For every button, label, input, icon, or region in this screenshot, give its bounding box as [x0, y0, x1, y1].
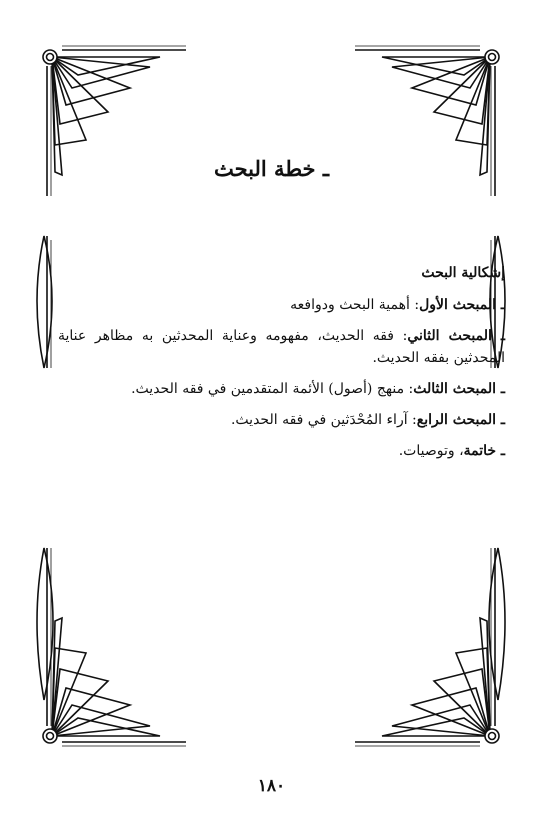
- list-item: [58, 409, 505, 431]
- item-label: ـ المبحث الرابع: [416, 412, 505, 428]
- list-item: [58, 440, 505, 462]
- item-text: : فقه الحديث، مفهومه وعناية المحدثين به مظاهر عناية المحدثين بفقه الحديث.: [58, 328, 505, 366]
- list-item: [58, 378, 505, 400]
- item-label: ـ خاتمة: [463, 443, 505, 459]
- item-text: ، وتوصيات.: [398, 443, 464, 459]
- item-label: ـ المبحث الأول: [419, 297, 505, 313]
- page-title: ـ خطة البحث: [214, 156, 329, 181]
- item-text: : أهمية البحث ودوافعه: [290, 297, 420, 313]
- section-heading: إشكالية البحث: [421, 265, 505, 281]
- item-text: : منهج (أصول) الأئمة المتقدمين في فقه الحديث.: [131, 381, 414, 397]
- list-item: [58, 325, 505, 369]
- item-text: : آراء المُحْدَثين في فقه الحديث.: [230, 412, 417, 428]
- page-number: ١٨٠: [257, 776, 286, 796]
- item-label: ـ المبحث الثاني: [407, 328, 505, 344]
- list-item: [58, 294, 505, 316]
- research-plan-list: [58, 262, 505, 471]
- item-label: ـ المبحث الثالث: [413, 381, 505, 397]
